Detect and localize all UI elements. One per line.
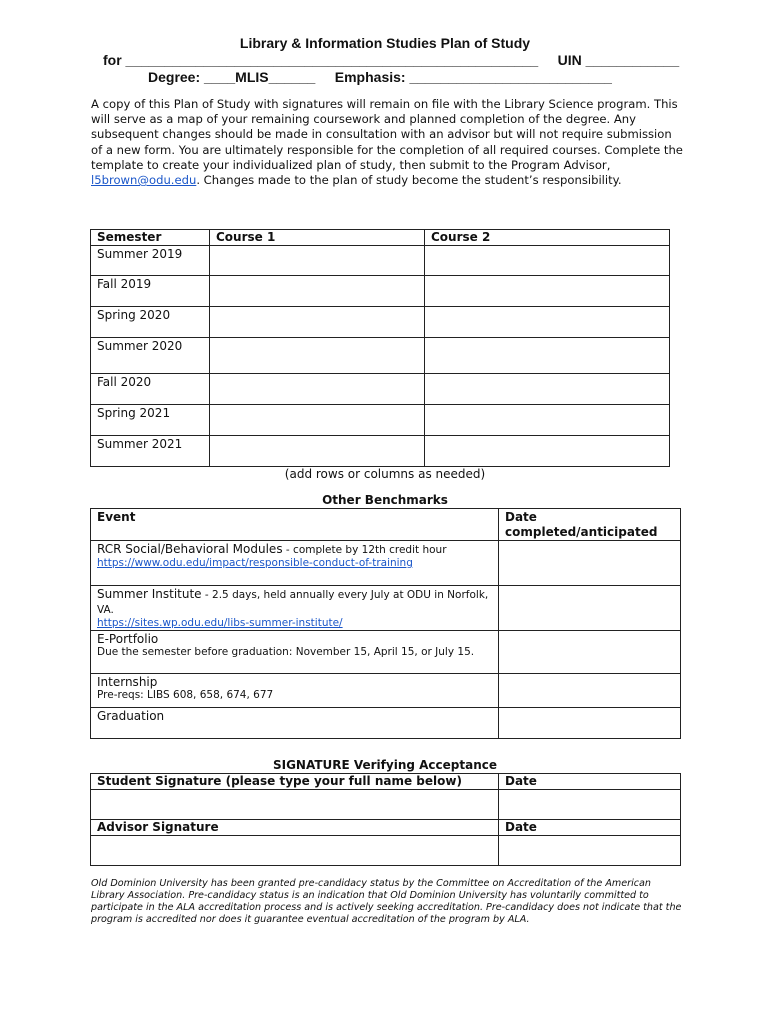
- semester-cell: Spring 2021: [91, 405, 210, 436]
- plan-row: [91, 436, 670, 467]
- event-date-cell[interactable]: [499, 674, 681, 708]
- date-header: Date completed/anticipated: [499, 509, 681, 541]
- plan-row: [91, 338, 670, 374]
- course2-cell[interactable]: [425, 338, 670, 374]
- course2-header: Course 2: [425, 230, 670, 246]
- course2-cell[interactable]: [425, 405, 670, 436]
- event-date-cell[interactable]: [499, 541, 681, 586]
- plan-row: [91, 374, 670, 405]
- event-date-cell[interactable]: [499, 631, 681, 674]
- event-date-cell[interactable]: [499, 708, 681, 739]
- event-cell: [91, 674, 499, 708]
- benchmark-row: [91, 674, 681, 708]
- advisor-date-label: Date: [499, 820, 681, 836]
- event-title: Summer Institute: [97, 587, 202, 601]
- event-description: - 2.5 days, held annually every July at ODU in Norfolk, VA.: [97, 589, 489, 616]
- benchmark-row: [91, 708, 681, 739]
- benchmarks-table: [90, 508, 681, 739]
- event-description: Pre-reqs: LIBS 608, 658, 674, 677: [97, 689, 274, 701]
- semester-cell: Summer 2020: [91, 338, 210, 374]
- course2-cell[interactable]: [425, 246, 670, 276]
- advisor-signature-label: Advisor Signature: [91, 820, 499, 836]
- advisor-signature-field[interactable]: [91, 836, 499, 866]
- name-uin-line[interactable]: for _____________________________________________________ UIN ____________: [103, 52, 680, 68]
- plan-row: [91, 246, 670, 276]
- course1-cell[interactable]: [210, 246, 425, 276]
- degree-emphasis-line[interactable]: Degree: ____MLIS______ Emphasis: __________________________: [148, 69, 612, 85]
- semester-header: Semester: [91, 230, 210, 246]
- semester-cell: Fall 2019: [91, 276, 210, 307]
- intro-text-end: . Changes made to the plan of study become the student’s responsibility.: [196, 173, 622, 188]
- course1-cell[interactable]: [210, 338, 425, 374]
- course1-cell[interactable]: [210, 374, 425, 405]
- plan-of-study-table: [90, 229, 670, 467]
- add-rows-note: (add rows or columns as needed): [284, 467, 486, 481]
- event-date-cell[interactable]: [499, 586, 681, 631]
- course1-cell[interactable]: [210, 307, 425, 338]
- event-title: RCR Social/Behavioral Modules: [97, 542, 283, 556]
- page-title: Library & Information Studies Plan of Study: [239, 35, 531, 51]
- advisor-date-field[interactable]: [499, 836, 681, 866]
- benchmark-row: [91, 586, 681, 631]
- event-title: Internship: [97, 675, 158, 689]
- benchmarks-title: Other Benchmarks: [322, 493, 448, 507]
- advisor-email-link[interactable]: l5brown@odu.edu: [91, 173, 197, 188]
- event-description: Due the semester before graduation: November 15, April 15, or July 15.: [97, 646, 475, 658]
- course2-cell[interactable]: [425, 276, 670, 307]
- event-cell: [91, 631, 499, 674]
- plan-header-row: [91, 230, 670, 246]
- event-cell: [91, 586, 499, 631]
- event-header: Event: [91, 509, 499, 541]
- plan-row: [91, 405, 670, 436]
- student-signature-field[interactable]: [91, 790, 499, 820]
- intro-text: A copy of this Plan of Study with signatures will remain on file with the Library Science program. This will serve as a map of your remaining coursework and planned completion of the degree. Any subsequent changes should be made in consultation with an advisor but will not require submission of a new form. You are ultimately responsible for the completion of all required courses. Complete the template to create your individualized plan of study, then submit to the Program Advisor,: [91, 97, 683, 172]
- course1-cell[interactable]: [210, 276, 425, 307]
- event-link[interactable]: https://www.odu.edu/impact/responsible-conduct-of-training: [97, 557, 413, 569]
- event-description: - complete by 12th credit hour: [282, 544, 447, 556]
- student-date-field[interactable]: [499, 790, 681, 820]
- signature-table: [90, 773, 681, 866]
- plan-row: [91, 307, 670, 338]
- benchmark-row: [91, 541, 681, 586]
- intro-paragraph: [91, 97, 686, 188]
- benchmarks-header-row: [91, 509, 681, 541]
- semester-cell: Summer 2019: [91, 246, 210, 276]
- signature-title: SIGNATURE Verifying Acceptance: [272, 758, 498, 772]
- student-signature-label: Student Signature (please type your full name below): [91, 774, 499, 790]
- course2-cell[interactable]: [425, 307, 670, 338]
- course1-cell[interactable]: [210, 405, 425, 436]
- semester-cell: Fall 2020: [91, 374, 210, 405]
- event-link[interactable]: https://sites.wp.odu.edu/libs-summer-institute/: [97, 617, 343, 629]
- accreditation-footer: Old Dominion University has been granted pre-candidacy status by the Committee on Accreditation of the American Library Association. Pre-candidacy status is an indication that Old Dominion University has voluntarily committed to participate in the ALA accreditation process and is actively seeking accreditation. Pre-candidacy does not indicate that the program is accredited nor does it guarantee eventual accreditation of the program by ALA.: [91, 878, 682, 925]
- course2-cell[interactable]: [425, 374, 670, 405]
- semester-cell: Summer 2021: [91, 436, 210, 467]
- semester-cell: Spring 2020: [91, 307, 210, 338]
- plan-row: [91, 276, 670, 307]
- event-cell: [91, 708, 499, 739]
- event-title: E-Portfolio: [97, 632, 159, 646]
- event-cell: [91, 541, 499, 586]
- course1-cell[interactable]: [210, 436, 425, 467]
- course2-cell[interactable]: [425, 436, 670, 467]
- benchmark-row: [91, 631, 681, 674]
- student-date-label: Date: [499, 774, 681, 790]
- event-title: Graduation: [97, 709, 165, 723]
- course1-header: Course 1: [210, 230, 425, 246]
